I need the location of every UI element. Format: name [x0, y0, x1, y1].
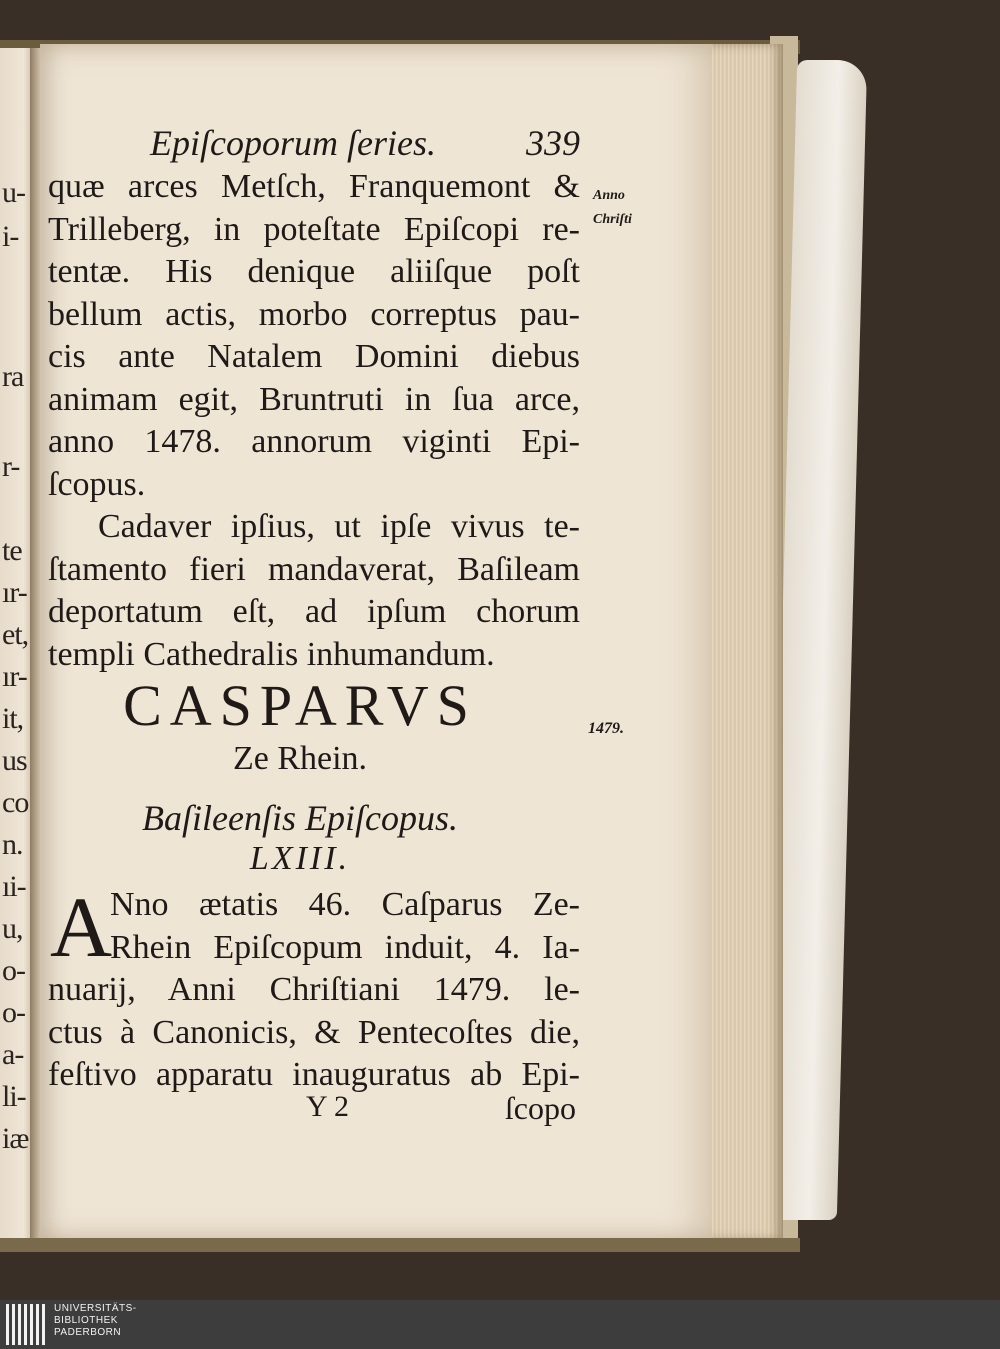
text-line: templi Cathedralis inhumandum.: [48, 635, 495, 673]
left-fragment: it,: [2, 702, 24, 735]
left-fragment: n.: [2, 828, 23, 861]
text-line: anno 1478. annorum viginti Epi-: [48, 423, 580, 460]
page-footer: [48, 1090, 580, 1134]
left-fragment: i-: [2, 220, 19, 253]
bottom-board: [0, 1238, 800, 1252]
text-line: tentæ. His denique aliiſque poſt: [48, 253, 580, 290]
left-fragment: u,: [2, 912, 23, 945]
text-line: quæ arces Metſch, Franquemont &: [48, 168, 580, 205]
left-fragment: li-: [2, 1080, 26, 1113]
left-fragment: u-: [2, 176, 25, 209]
signature-mark: Y 2: [306, 1090, 350, 1123]
bishop-title-heading: Baſileenſis Epiſcopus.: [142, 798, 458, 838]
page-header: [150, 122, 580, 172]
paragraph-1: [48, 166, 580, 676]
text-line: Rhein Epiſcopum induit, 4. Ia-: [110, 928, 580, 966]
text-line: ſtamento fieri mandaverat, Baſileam: [48, 550, 580, 588]
left-fragment: ıi-: [2, 870, 26, 903]
bishop-surname-heading: Ze Rhein.: [232, 740, 368, 777]
left-fragment: te: [2, 534, 22, 567]
text-line: animam egit, Bruntruti in ſua arce,: [48, 380, 580, 418]
text-line: deportatum eſt, ad ipſum chorum: [48, 593, 580, 630]
margin-note-year: 1479.: [588, 720, 624, 737]
left-fragment: a-: [2, 1038, 24, 1071]
left-fragment: ır-: [2, 576, 27, 609]
text-line: bellum actis, morbo correptus pau-: [48, 295, 580, 333]
catchword: ſcopo: [504, 1090, 576, 1126]
bishop-name-heading: CASPARVS: [123, 673, 477, 738]
text-line: cis ante Natalem Domini diebus: [48, 338, 580, 375]
drop-capital: A: [50, 879, 113, 975]
text-line: ſcopus.: [48, 465, 146, 503]
left-fragment: ır-: [2, 660, 27, 693]
text-line: Cadaver ipſius, ut ipſe vivus te-: [98, 508, 580, 545]
left-fragment: o-: [2, 996, 25, 1029]
left-fragment: co: [2, 786, 29, 819]
text-line: ctus à Canonicis, & Pentecoſtes die,: [48, 1013, 580, 1051]
logo-line: UNIVERSITÄTS-: [54, 1303, 137, 1314]
margin-note-christi: Chriſti: [593, 212, 632, 227]
text-line: Nno ætatis 46. Caſparus Ze-: [110, 886, 580, 923]
paragraph-3: [48, 879, 580, 1097]
bishop-number-heading: LXIII.: [249, 840, 351, 877]
left-fragment: us: [2, 744, 27, 777]
left-fragment: o-: [2, 954, 25, 987]
left-fragment: iæ: [2, 1122, 29, 1155]
page-edges: [705, 44, 783, 1240]
text-line: Trilleberg, in poteſtate Epiſcopi re-: [48, 210, 580, 248]
logo-line: BIBLIOTHEK: [54, 1315, 118, 1326]
library-logo-text: [54, 1303, 137, 1339]
margin-note-anno: Anno: [593, 188, 625, 203]
left-fragment: ra: [2, 360, 24, 393]
text-line: feſtivo apparatu inauguratus ab Epi-: [48, 1056, 580, 1093]
running-head: Epiſcoporum ſeries.: [150, 123, 436, 163]
text-line: nuarij, Anni Chriſtiani 1479. le-: [48, 971, 580, 1008]
library-footer-bar: [0, 1300, 1000, 1349]
page-number: 339: [526, 123, 580, 163]
library-logo-icon: [6, 1304, 46, 1345]
logo-line: PADERBORN: [54, 1327, 122, 1338]
left-fragment: r-: [2, 450, 20, 483]
left-page-fragment: [0, 48, 34, 1238]
left-fragment: et,: [2, 618, 29, 651]
